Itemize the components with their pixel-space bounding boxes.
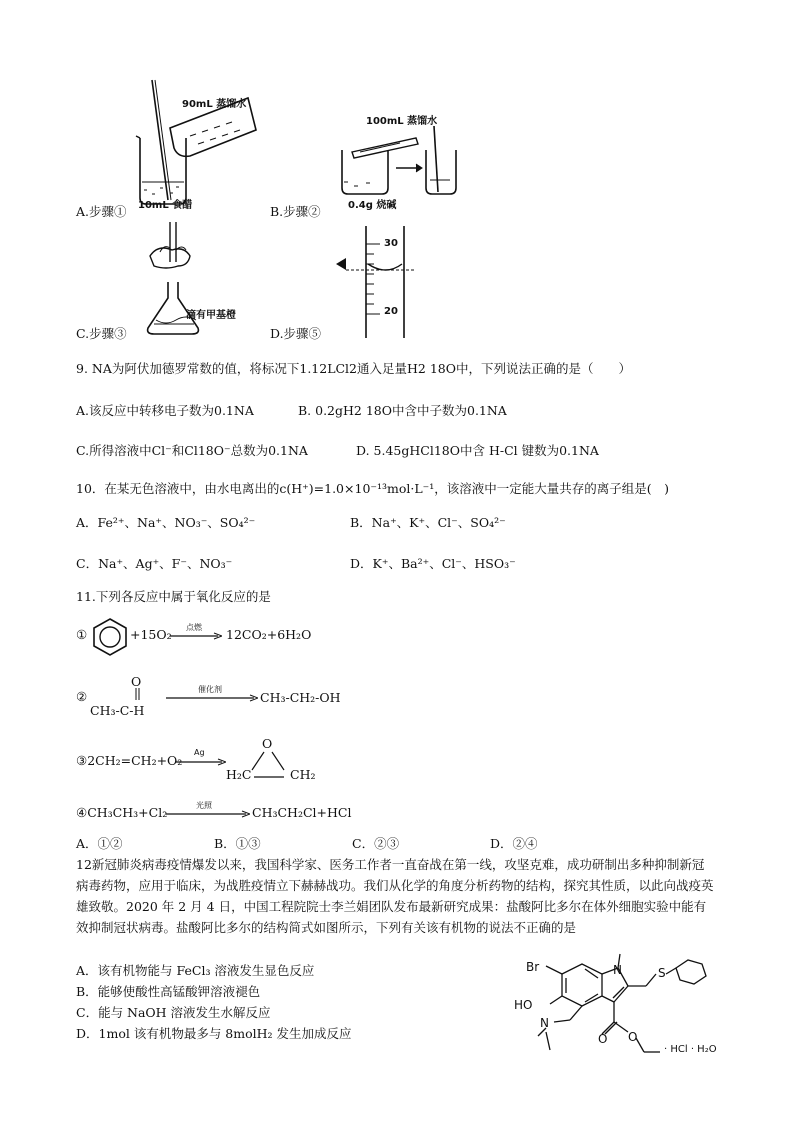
reaction1-product: 12CO₂+6H₂O [226,627,312,642]
step1-water-text: 90mL 蒸馏水 [182,99,247,110]
step2-water-text: 100mL 蒸馏水 [366,116,438,127]
mol-o-ester-label: O [628,1030,638,1044]
q9-option-d: D. 5.45gHCl18O中含 H-Cl 键数为0.1NA [356,443,599,458]
epoxide-right-carbon: CH₂ [290,767,316,782]
reaction1-number: ① [76,627,88,642]
q11-stem: 11.下列各反应中属于氧化反应的是 [76,589,271,604]
step5-tick-30: 30 [384,238,398,249]
reaction3-reactants: ③2CH₂=CH₂+O₂ [76,753,183,768]
option-b-label: B.步骤② [270,204,321,219]
reaction1-condition: 点燃 [186,623,202,632]
reaction4-reactants: ④CH₃CH₃+Cl₂ [76,805,168,820]
q9-stem: 9. NA为阿伏加德罗常数的值，将标况下1.12LCl2通入足量H2 18O中，下列说法正确的是（ ） [76,361,631,376]
step2-naoh-text: 0.4g 烧碱 [348,200,397,211]
mol-salt-label: · HCl · H₂O [664,1044,717,1055]
epoxide-bonds [244,750,294,774]
acetaldehyde-oxygen: O [131,674,142,689]
q12-option-a: A．该有机物能与 FeCl₃ 溶液发生显色反应 [76,963,315,978]
mol-n2-label: N [540,1016,549,1030]
epoxide-cc-bond [254,775,284,779]
acetaldehyde: CH₃-C-H [90,703,145,718]
option-d-label: D.步骤⑤ [270,326,322,341]
step1-vinegar-text: 10mL 食醋 [138,200,193,211]
epoxide-left-carbon: H₂C [226,767,252,782]
q11-option-c: C．②③ [352,836,400,851]
reaction4-condition: 光照 [196,801,212,810]
reaction3-condition: Ag [194,748,205,757]
q9-option-a: A.该反应中转移电子数为0.1NA [76,403,254,418]
mol-ho-label: HO [514,998,533,1012]
figure-step5 [332,226,422,338]
q10-option-d: D．K⁺、Ba²⁺、Cl⁻、HSO₃⁻ [350,556,516,571]
step5-tick-20: 20 [384,306,398,317]
q12-option-d: D．1mol 该有机物最多与 8molH₂ 发生加成反应 [76,1026,352,1041]
option-c-label: C.步骤③ [76,326,127,341]
mol-br-label: Br [526,960,540,974]
q12-option-b: B．能够使酸性高锰酸钾溶液褪色 [76,984,261,999]
reaction4-arrow [166,810,250,818]
reaction2-number: ② [76,689,88,704]
q10-option-a: A．Fe²⁺、Na⁺、NO₃⁻、SO₄²⁻ [76,515,256,530]
mol-o-carbonyl-label: O [598,1032,608,1046]
q11-option-b: B．①③ [214,836,261,851]
q9-option-c: C.所得溶液中Cl⁻和Cl18O⁻总数为0.1NA [76,443,308,458]
reaction2-condition: 催化剂 [198,685,222,694]
q11-option-a: A．①② [76,836,123,851]
benzene-ring [92,617,128,657]
step3-indicator-text: 滴有甲基橙 [186,310,236,321]
reaction3-arrow [176,758,226,766]
reaction2-arrow [166,694,258,702]
q10-option-c: C．Na⁺、Ag⁺、F⁻、NO₃⁻ [76,556,233,571]
reaction1-reactant: +15O₂ [130,627,172,642]
reaction4-product: CH₃CH₂Cl+HCl [252,805,352,820]
epoxide-oxygen: O [262,736,273,751]
q10-stem: 10．在某无色溶液中，由水电离出的c(H⁺)=1.0×10⁻¹³mol·L⁻¹，该溶液中一定能大量共存的离子组是( ) [76,481,670,496]
acetaldehyde-double-bond [134,688,142,700]
q11-option-d: D．②④ [490,836,538,851]
q12-stem: 12新冠肺炎病毒疫情爆发以来，我国科学家、医务工作者一直奋战在第一线，攻坚克难，成功研制出多种抑制新冠病毒药物，应用于临床，为战胜疫情立下赫赫战功。我们从化学的角度分析药物的结构，探究其性质，以此向战疫英雄致敬。2020 年 2 月 4 日，中国工程院院士李兰娟团队发布最新研究成果：盐酸阿比多尔在体外细胞实验中能有效抑制冠状病毒。盐酸阿比多尔的结构简式如图所示，下列有关该有机物的说法不正确的是 [76,857,714,935]
option-a-label: A.步骤① [76,204,127,219]
q9-option-b: B. 0.2gH2 18O中含中子数为0.1NA [298,403,507,418]
q12-option-c: C．能与 NaOH 溶液发生水解反应 [76,1005,271,1020]
reaction1-arrow [170,632,222,640]
mol-n-label: N [613,963,622,977]
reaction2-product: CH₃-CH₂-OH [260,690,341,705]
q10-option-b: B．Na⁺、K⁺、Cl⁻、SO₄²⁻ [350,515,506,530]
mol-s-label: S [658,966,666,980]
